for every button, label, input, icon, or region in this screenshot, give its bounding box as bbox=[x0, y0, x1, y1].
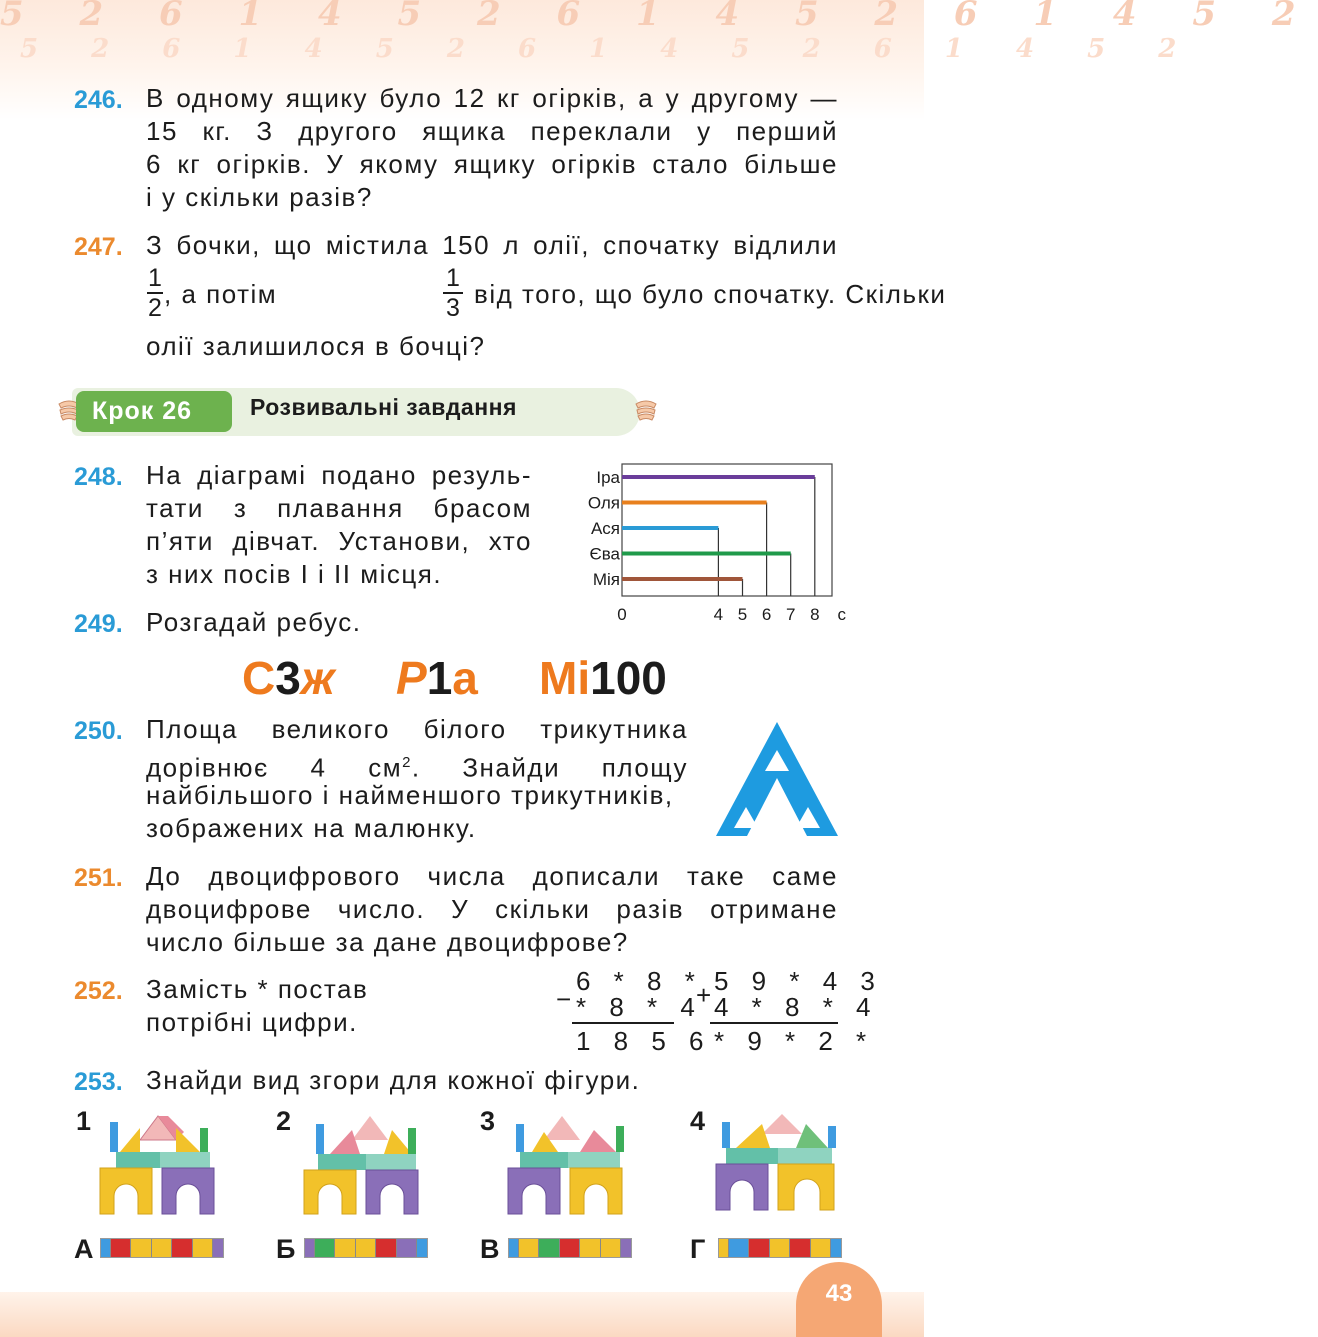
problem-251-number: 251. bbox=[74, 864, 123, 892]
footer-decoration bbox=[0, 1292, 924, 1337]
chart-x-tick-4: 6 bbox=[761, 605, 772, 624]
chart-x-tick-3: 5 bbox=[737, 605, 748, 624]
addition-row-1: 5 9 * 4 3 bbox=[714, 966, 883, 996]
problem-250-line-3: найбільшого і найменшого трикутників, bbox=[146, 780, 674, 810]
rebus-2 bbox=[396, 650, 478, 710]
addition-puzzle bbox=[694, 966, 883, 1060]
top-view-strip-a bbox=[100, 1238, 224, 1258]
top-view-cell bbox=[305, 1239, 315, 1257]
problem-252-number: 252. bbox=[74, 977, 123, 1005]
top-view-cell bbox=[729, 1239, 749, 1257]
subtraction-puzzle bbox=[554, 966, 712, 1060]
squared-superscript: 2 bbox=[402, 754, 412, 771]
problem-251-line-1: До двоцифрового числа дописали таке саме bbox=[146, 861, 838, 891]
top-view-cell bbox=[519, 1239, 539, 1257]
sierpinski-triangle-figure bbox=[714, 720, 840, 838]
problem-249-text: Розгадай ребус. bbox=[146, 607, 362, 637]
top-view-strip-v bbox=[508, 1238, 632, 1258]
problem-250-line-4: зображених на малюнку. bbox=[146, 813, 477, 843]
top-view-cell bbox=[417, 1239, 427, 1257]
page-number: 43 bbox=[796, 1262, 882, 1337]
minus-sign: − bbox=[556, 984, 572, 1014]
problem-252-line-2: потрібні цифри. bbox=[146, 1007, 358, 1037]
block-building-1 bbox=[96, 1110, 228, 1218]
chart-category-label-4: Єва bbox=[589, 544, 620, 564]
top-view-cell bbox=[213, 1239, 223, 1257]
figure-number-1: 1 bbox=[76, 1106, 92, 1136]
chart-category-label-2: Оля bbox=[587, 493, 620, 513]
problem-246-text bbox=[146, 82, 838, 214]
problem-251-line-3: число більше за дане двоцифрове? bbox=[146, 927, 629, 957]
rebus-3-part-a: Мі bbox=[539, 652, 591, 704]
top-view-cell bbox=[397, 1239, 417, 1257]
top-view-cell bbox=[356, 1239, 376, 1257]
problem-246-line-4: і у скільки разів? bbox=[146, 182, 373, 212]
addition-result: * 9 * 2 * bbox=[714, 1026, 875, 1056]
problem-246-number: 246. bbox=[74, 86, 123, 114]
top-view-cell bbox=[509, 1239, 519, 1257]
top-view-cell bbox=[719, 1239, 729, 1257]
problem-247-line-1: З бочки, що містила 150 л олії, спочатку відлили bbox=[146, 230, 838, 260]
plus-sign: + bbox=[696, 980, 712, 1010]
problem-247-number: 247. bbox=[74, 233, 123, 261]
top-view-cell bbox=[790, 1239, 810, 1257]
problem-253-text: Знайди вид згори для кожної фігури. bbox=[146, 1065, 641, 1095]
chart-category-label-3: Ася bbox=[590, 519, 620, 538]
problem-247-line-2 bbox=[146, 264, 947, 326]
rebus-1-part-c: ж bbox=[300, 652, 335, 704]
fraction-one-half bbox=[146, 264, 164, 322]
chart-x-tick-2: 4 bbox=[713, 605, 724, 624]
problem-248-text bbox=[146, 459, 532, 591]
subtraction-row-1: 6 * 8 * bbox=[576, 966, 703, 996]
top-view-cell bbox=[315, 1239, 335, 1257]
top-view-cell bbox=[601, 1239, 621, 1257]
option-label-g: Г bbox=[690, 1234, 706, 1264]
problem-250-text bbox=[146, 713, 688, 845]
problem-252-line-1: Замість * постав bbox=[146, 974, 369, 1004]
top-view-cell bbox=[539, 1239, 559, 1257]
chart-category-label-5: Мія bbox=[592, 570, 620, 589]
rebus-2-part-c: а bbox=[452, 652, 478, 704]
block-building-3 bbox=[504, 1110, 636, 1218]
rebus-2-part-b: 1 bbox=[426, 652, 453, 704]
top-view-cell bbox=[172, 1239, 192, 1257]
rebus-1-part-b: 3 bbox=[275, 652, 301, 704]
problem-247-line-3: олії залишилося в бочці? bbox=[146, 331, 486, 361]
option-label-v: В bbox=[480, 1234, 500, 1264]
chart-x-unit: с bbox=[837, 605, 847, 624]
top-view-cell bbox=[621, 1239, 631, 1257]
problem-246-line-3: 6 кг огірків. У якому ящику огірків стало більше bbox=[146, 149, 838, 179]
fraction-2-denominator: 3 bbox=[446, 294, 460, 322]
fraction-1-numerator: 1 bbox=[148, 264, 162, 292]
fraction-one-third bbox=[442, 264, 464, 322]
top-view-cell bbox=[749, 1239, 769, 1257]
rebus-1 bbox=[242, 650, 335, 710]
top-view-cell bbox=[111, 1239, 131, 1257]
problem-248-line-1: На діаграмі подано резуль- bbox=[146, 460, 532, 490]
problem-246-line-2: 15 кг. З другого ящика переклали у перший bbox=[146, 116, 838, 146]
top-view-strip-b bbox=[304, 1238, 428, 1258]
subtraction-row-2: * 8 * 4 bbox=[576, 992, 703, 1022]
block-building-2 bbox=[300, 1110, 432, 1218]
chart-x-tick-1: 0 bbox=[617, 605, 627, 624]
right-hand-pointer-icon bbox=[634, 396, 658, 426]
fraction-2-numerator: 1 bbox=[446, 264, 460, 292]
problem-251-line-2: двоцифрове число. У скільки разів отримане bbox=[146, 894, 838, 924]
rebus-3-part-b: 100 bbox=[590, 652, 667, 704]
chart-category-label-1: Іра bbox=[596, 468, 620, 487]
top-view-cell bbox=[376, 1239, 396, 1257]
subtraction-result: 1 8 5 6 bbox=[576, 1026, 712, 1056]
background-digits: 5 2 6 1 4 5 2 6 1 4 5 2 6 1 4 5 2 bbox=[0, 0, 1318, 34]
subtraction-rule bbox=[572, 1022, 674, 1024]
problem-249-number: 249. bbox=[74, 610, 123, 638]
problem-250-line-2a: дорівнює 4 см bbox=[146, 752, 403, 783]
figure-number-3: 3 bbox=[480, 1106, 496, 1136]
problem-248-line-2: тати з плавання брасом bbox=[146, 493, 532, 523]
top-view-cell bbox=[131, 1239, 151, 1257]
problem-248-number: 248. bbox=[74, 463, 123, 491]
rebus-3 bbox=[539, 650, 667, 710]
top-view-cell bbox=[811, 1239, 831, 1257]
problem-250-line-2 bbox=[146, 746, 688, 783]
step-badge: Крок 26 bbox=[76, 391, 232, 432]
top-view-cell bbox=[152, 1239, 172, 1257]
fraction-1-suffix: , а потім bbox=[164, 279, 278, 309]
problem-250-number: 250. bbox=[74, 717, 123, 745]
swim-results-chart bbox=[560, 456, 860, 628]
problem-252-text bbox=[146, 973, 368, 1039]
top-view-cell bbox=[770, 1239, 790, 1257]
top-view-cell bbox=[580, 1239, 600, 1257]
chart-x-tick-6: 8 bbox=[810, 605, 820, 624]
top-view-cell bbox=[335, 1239, 355, 1257]
fraction-2-suffix: від того, що було спочатку. Скільки bbox=[474, 279, 947, 309]
option-label-a: А bbox=[74, 1234, 94, 1264]
chart-x-tick-5: 7 bbox=[785, 605, 796, 624]
top-view-cell bbox=[101, 1239, 111, 1257]
problem-246-line-1: В одному ящику було 12 кг огірків, а у другому — bbox=[146, 83, 838, 113]
figure-number-2: 2 bbox=[276, 1106, 292, 1136]
addition-rule bbox=[710, 1022, 838, 1024]
top-view-cell bbox=[193, 1239, 213, 1257]
problem-251-text bbox=[146, 860, 838, 959]
problem-248-line-3: п’яти дівчат. Установи, хто bbox=[146, 526, 532, 556]
problem-248-line-4: з них посів І і ІІ місця. bbox=[146, 559, 443, 589]
problem-250-line-1: Площа великого білого трикутника bbox=[146, 714, 688, 744]
fraction-1-denominator: 2 bbox=[148, 294, 162, 322]
problem-250-line-2b: . Знайди площу bbox=[411, 752, 688, 783]
rebus-1-part-a: С bbox=[242, 652, 276, 704]
rebus-2-part-a: Р bbox=[396, 652, 427, 704]
background-digits-row2: 5 2 6 1 4 5 2 6 1 4 5 2 6 1 4 5 2 bbox=[20, 34, 1199, 64]
addition-row-2: 4 * 8 * 4 bbox=[714, 992, 879, 1022]
block-building-4 bbox=[712, 1110, 844, 1218]
figure-number-4: 4 bbox=[690, 1106, 706, 1136]
step-title: Розвивальні завдання bbox=[250, 394, 517, 420]
top-view-strip-g bbox=[718, 1238, 842, 1258]
top-view-cell bbox=[831, 1239, 841, 1257]
problem-253-number: 253. bbox=[74, 1068, 123, 1096]
option-label-b: Б bbox=[276, 1234, 296, 1264]
top-view-cell bbox=[560, 1239, 580, 1257]
